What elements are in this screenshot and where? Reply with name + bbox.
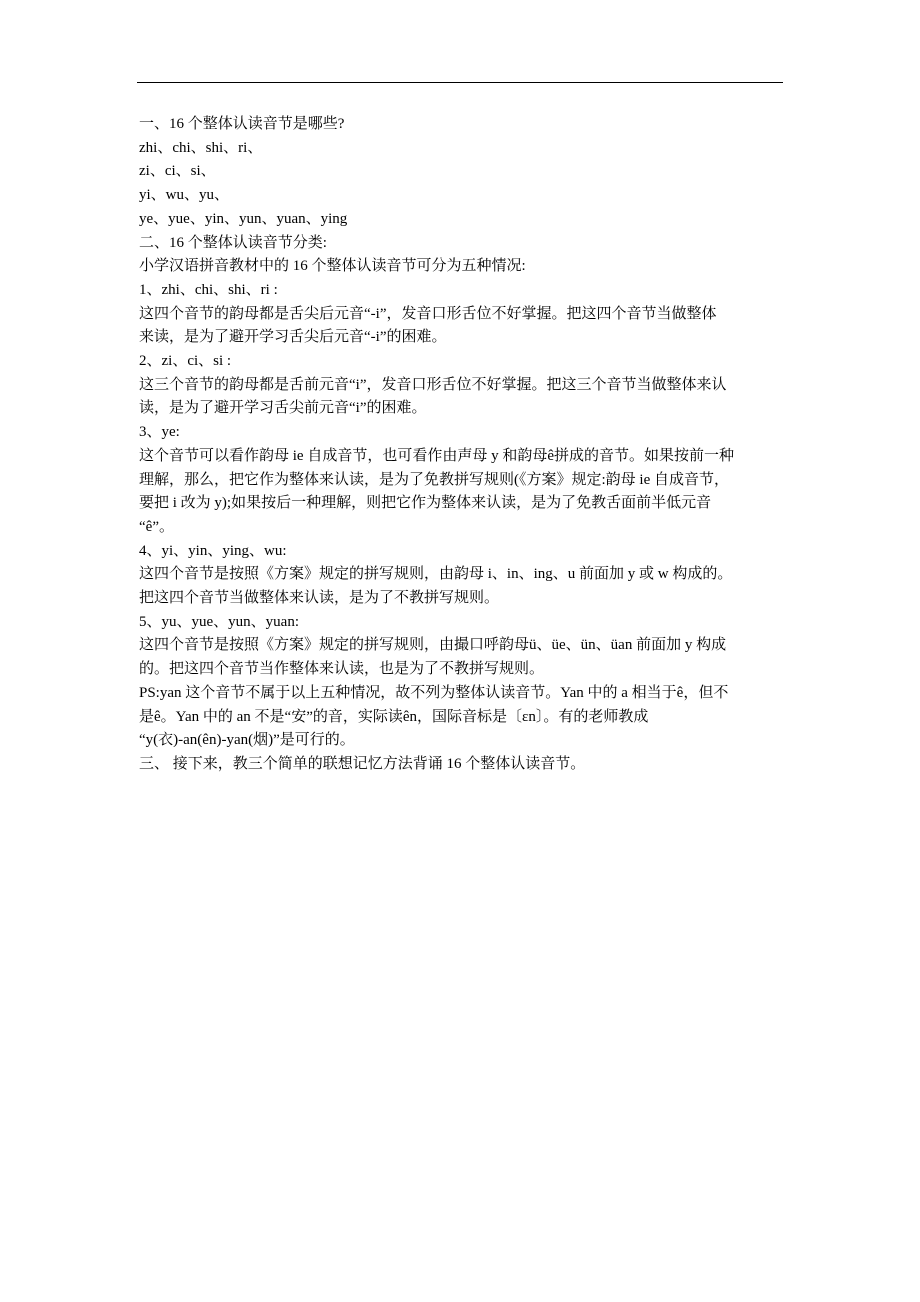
ps-note-line: PS:yan 这个音节不属于以上五种情况，故不列为整体认读音节。Yan 中的 a 相当于ê，但不 — [139, 684, 729, 701]
text-line: 要把 i 改为 y);如果按后一种理解，则把它作为整体来认读，是为了免教舌面前半低元音 — [139, 495, 712, 512]
section-3-heading: 三、 接下来，教三个简单的联想记忆方法背诵 16 个整体认读音节。 — [139, 755, 586, 772]
item-1-heading: 1、zhi、chi、shi、ri : — [139, 281, 278, 298]
text-line: 读，是为了避开学习舌尖前元音“i”的困难。 — [139, 400, 427, 417]
header-rule — [137, 82, 783, 83]
item-2-heading: 2、zi、ci、si : — [139, 353, 232, 370]
text-line: yi、wu、yu、 — [139, 187, 230, 204]
text-line: 这四个音节是按照《方案》规定的拼写规则，由撮口呼韵母ü、üe、ün、üan 前面加 y 构成 — [139, 637, 727, 654]
text-line: 这三个音节的韵母都是舌前元音“i”，发音口形舌位不好掌握。把这三个音节当做整体来认 — [139, 376, 727, 393]
document-body — [139, 113, 789, 777]
ps-note-line: 是ê。Yan 中的 an 不是“安”的音，实际读ên，国际音标是〔ɛn〕。有的老师教成 — [139, 708, 649, 725]
text-line: “ê”。 — [139, 518, 174, 535]
section-2-heading: 二、16 个整体认读音节分类: — [139, 234, 327, 251]
text-line: 这四个音节是按照《方案》规定的拼写规则，由韵母 i、in、ing、u 前面加 y 或 w 构成的。 — [139, 566, 733, 583]
text-line: 这个音节可以看作韵母 ie 自成音节，也可看作由声母 y 和韵母ê拼成的音节。如果按前一种 — [139, 447, 734, 464]
text-line: 来读，是为了避开学习舌尖后元音“-i”的困难。 — [139, 329, 447, 346]
text-line: zhi、chi、shi、ri、 — [139, 139, 263, 156]
text-line: 这四个音节的韵母都是舌尖后元音“-i”，发音口形舌位不好掌握。把这四个音节当做整体 — [139, 305, 717, 322]
text-line: ye、yue、yin、yun、yuan、ying — [139, 210, 348, 227]
ps-note-line: “y(衣)-an(ên)-yan(烟)”是可行的。 — [139, 732, 355, 749]
text-line: 小学汉语拼音教材中的 16 个整体认读音节可分为五种情况: — [139, 258, 526, 275]
text-line: zi、ci、si、 — [139, 163, 216, 180]
item-3-heading: 3、ye: — [139, 424, 180, 441]
text-line: 理解，那么，把它作为整体来认读，是为了免教拼写规则(《方案》规定:韵母 ie 自成音节， — [139, 471, 729, 488]
item-5-heading: 5、yu、yue、yun、yuan: — [139, 613, 299, 630]
text-line: 的。把这四个音节当作整体来认读，也是为了不教拼写规则。 — [139, 661, 545, 678]
section-1-heading: 一、16 个整体认读音节是哪些? — [139, 116, 345, 132]
item-4-heading: 4、yi、yin、ying、wu: — [139, 542, 287, 559]
text-line: 把这四个音节当做整体来认读，是为了不教拼写规则。 — [139, 590, 500, 607]
